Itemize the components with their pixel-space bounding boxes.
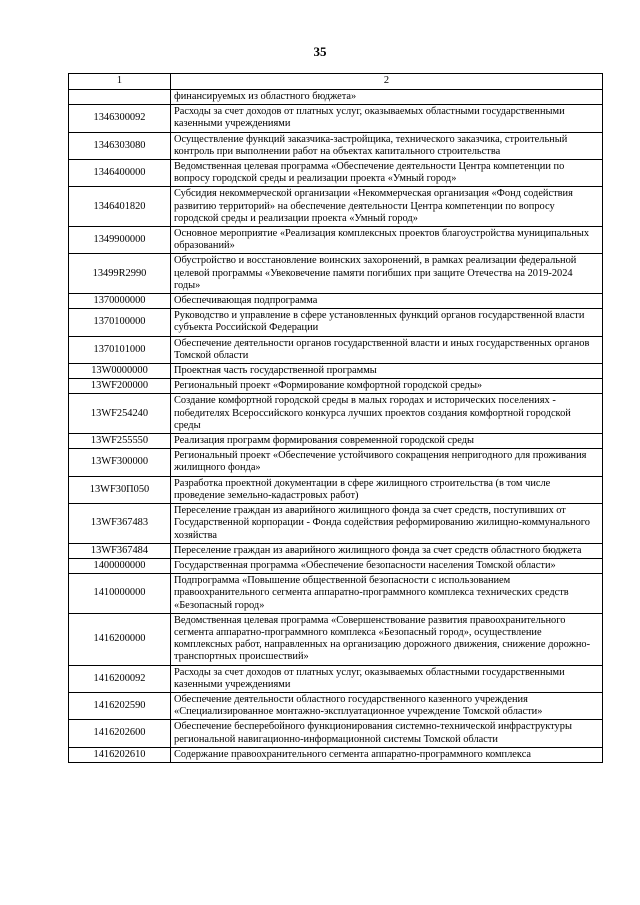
budget-code-cell: 1346300092 [69,105,171,132]
budget-code-cell: 1370100000 [69,309,171,336]
budget-code-cell: 1346400000 [69,160,171,187]
description-cell: Региональный проект «Формирование комфортной городской среды» [171,379,603,394]
description-cell: Основное мероприятие «Реализация комплексных проектов благоустройства муниципальных образований» [171,227,603,254]
budget-code-cell: 13WF300000 [69,449,171,476]
budget-code-cell: 1346401820 [69,187,171,227]
table-row [69,379,603,394]
budget-code-cell: 13WF30П050 [69,476,171,503]
description-cell: Государственная программа «Обеспечение безопасности населения Томской области» [171,558,603,573]
description-cell: Расходы за счет доходов от платных услуг, оказываемых областными государственными казенными учреждениями [171,105,603,132]
description-cell: Осуществление функций заказчика-застройщика, технического заказчика, строительный контроль при выполнении работ на объектах капитального строительства [171,132,603,159]
table-body [69,90,603,763]
table-row [69,254,603,294]
budget-code-cell: 1416202590 [69,692,171,719]
budget-code-table [68,73,603,763]
budget-code-cell: 1416200000 [69,613,171,665]
budget-code-cell: 1416200092 [69,665,171,692]
table-row [69,336,603,363]
description-cell: Обеспечение деятельности органов государственной власти и иных государственных органов Томской области [171,336,603,363]
table-row [69,90,603,105]
table-row [69,309,603,336]
description-cell: Обеспечение деятельности областного государственного казенного учреждения «Специализированное монтажно-эксплуатационное учреждение Томской области» [171,692,603,719]
budget-code-cell: 1400000000 [69,558,171,573]
description-cell: Обеспечение бесперебойного функционирования системно-технической инфраструктуры региональной навигационно-информационной системы Томской области [171,720,603,747]
table-row [69,613,603,665]
description-cell: Субсидия некоммерческой организации «Некоммерческая организация «Фонд содействия развитию территорий» на обеспечение деятельности Центра компетенции по вопросу городской среды и реализации проекта «Умный город» [171,187,603,227]
table-header-row [69,74,603,90]
budget-code-cell: 1410000000 [69,574,171,614]
budget-code-cell: 13WF367484 [69,543,171,558]
budget-code-cell: 13WF255550 [69,434,171,449]
page-number: 35 [313,44,327,59]
budget-code-cell: 13WF367483 [69,504,171,544]
description-cell: Разработка проектной документации в сфере жилищного строительства (в том числе проведение земельно-кадастровых работ) [171,476,603,503]
column-header-code: 1 [69,74,171,90]
description-cell: Руководство и управление в сфере установленных функций органов государственной власти субъекта Российской Федерации [171,309,603,336]
table-row [69,364,603,379]
budget-code-cell: 1346303080 [69,132,171,159]
budget-code-cell: 13WF254240 [69,394,171,434]
table-row [69,558,603,573]
table-row [69,574,603,614]
column-header-description: 2 [171,74,603,90]
budget-code-cell: 13499R2990 [69,254,171,294]
table-row [69,665,603,692]
description-cell: Создание комфортной городской среды в малых городах и исторических поселениях - победителях Всероссийского конкурса лучших проектов создания комфортной городской среды [171,394,603,434]
table-row [69,132,603,159]
description-cell: финансируемых из областного бюджета» [171,90,603,105]
description-cell: Расходы за счет доходов от платных услуг, оказываемых областными государственными казенными учреждениями [171,665,603,692]
table-row [69,449,603,476]
description-cell: Проектная часть государственной программы [171,364,603,379]
table-row [69,105,603,132]
table-row [69,394,603,434]
table-row [69,692,603,719]
table-row [69,434,603,449]
description-cell: Ведомственная целевая программа «Обеспечение деятельности Центра компетенции по вопросу городской среды и реализации проекта «Умный город» [171,160,603,187]
description-cell: Обеспечивающая подпрограмма [171,294,603,309]
budget-code-cell [69,90,171,105]
description-cell: Содержание правоохранительного сегмента аппаратно-программного комплекса [171,747,603,762]
budget-code-cell: 1416202600 [69,720,171,747]
description-cell: Переселение граждан из аварийного жилищного фонда за счет средств областного бюджета [171,543,603,558]
table-row [69,720,603,747]
table-row [69,294,603,309]
table-row [69,227,603,254]
table-row [69,504,603,544]
table-row [69,160,603,187]
description-cell: Реализация программ формирования современной городской среды [171,434,603,449]
description-cell: Ведомственная целевая программа «Совершенствование развития правоохранительного сегмента аппаратно-программного комплекса «Безопасный город», осуществление комплексных работ, направленных на организацию дорожного движения, снижение дорожно-транспортных происшествий» [171,613,603,665]
table-row [69,187,603,227]
budget-code-cell: 1370000000 [69,294,171,309]
budget-code-cell: 1349900000 [69,227,171,254]
table-row [69,543,603,558]
budget-code-cell: 13WF200000 [69,379,171,394]
budget-code-cell: 1416202610 [69,747,171,762]
budget-code-cell: 1370101000 [69,336,171,363]
description-cell: Переселение граждан из аварийного жилищного фонда за счет средств, поступивших от Государственной корпорации - Фонда содействия реформированию жилищно-коммунального хозяйства [171,504,603,544]
description-cell: Обустройство и восстановление воинских захоронений, в рамках реализации федеральной целевой программы «Увековечение памяти погибших при защите Отечества на 2019-2024 годы» [171,254,603,294]
description-cell: Региональный проект «Обеспечение устойчивого сокращения непригодного для проживания жилищного фонда» [171,449,603,476]
table-row [69,476,603,503]
description-cell: Подпрограмма «Повышение общественной безопасности с использованием правоохранительного сегмента аппаратно-программного комплекса технических средств «Безопасный город» [171,574,603,614]
budget-code-cell: 13W0000000 [69,364,171,379]
table-row [69,747,603,762]
